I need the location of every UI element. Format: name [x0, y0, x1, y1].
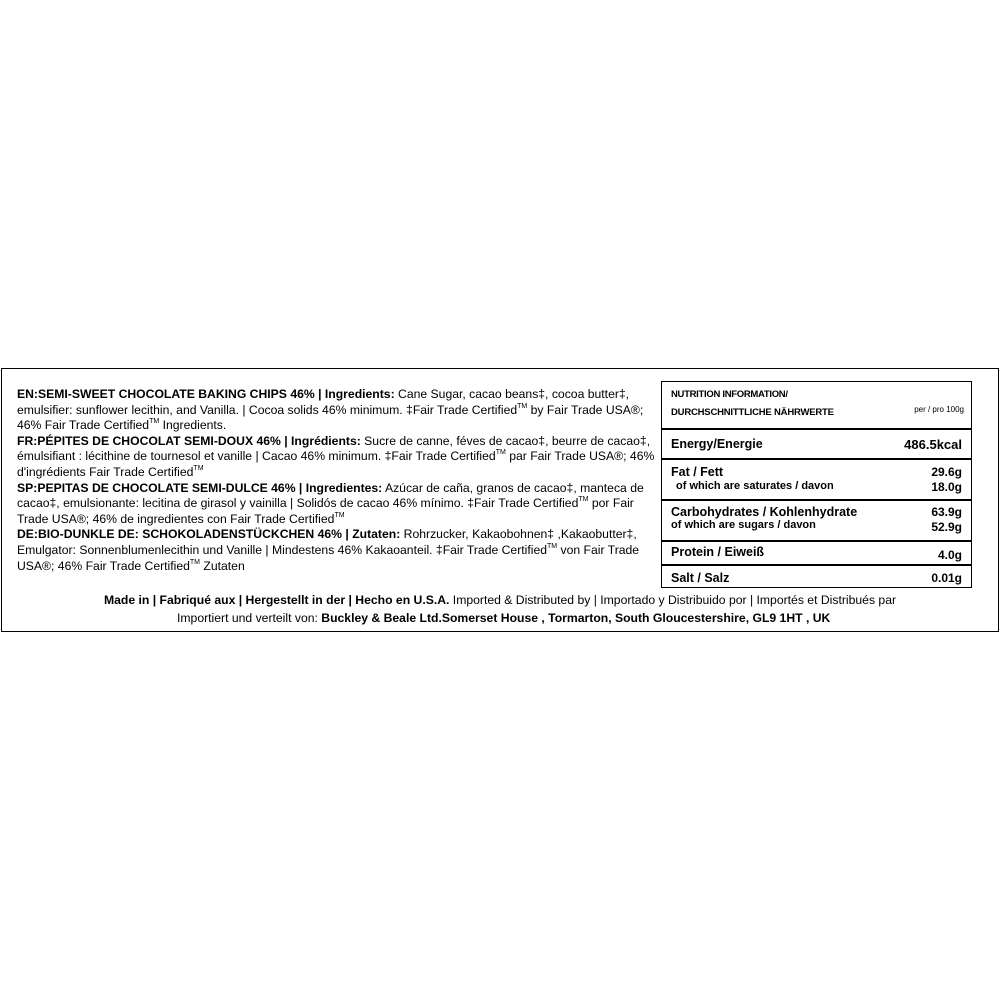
footer-line-1 — [2, 591, 998, 609]
carbohydrates-value: 63.9g — [931, 505, 962, 519]
nutrition-header — [662, 382, 971, 430]
energy-value: 486.5kcal — [904, 437, 962, 452]
salt-row — [662, 566, 971, 587]
ingredients-en: EN:SEMI-SWEET CHOCOLATE BAKING CHIPS 46% | Ingredients: Cane Sugar, cacao beans‡, cocoa butter‡, emulsifier: sunflower lecithin, and Vanilla. | Cocoa solids 46% minimum. ‡Fair Trade Certified™ by Fair Trade USA®; 46% Fair Trade Certified™ Ingredients. — [17, 387, 644, 433]
ingredients-fr: FR:PÉPITES DE CHOCOLAT SEMI-DOUX 46% | Ingrédients: Sucre de canne, féves de cacao‡, beurre de cacao‡, émulsifiant : lécithine de tournesol et vanille | Cacao 46% minimum. ‡Fair Trade Certified™ par Fair Trade USA®; 46% d'ingrédients Fair Trade Certified™ — [17, 433, 655, 479]
fat-row — [662, 460, 971, 501]
ingredients-de: DE:BIO-DUNKLE DE: SCHOKOLADENSTÜCKCHEN 46% | Zutaten: Rohrzucker, Kakaobohnen‡ ,Kakaobutter‡, Emulgator: Sonnenblumenlecithin und Vanille | Mindestens 46% Kakaoanteil. ‡Fair Trade Certified™ von Fair Trade USA®; 46% Fair Trade Certified™ Zutaten — [17, 527, 640, 573]
made-in-text: Made in | Fabriqué aux | Hergestellt in der | Hecho en U.S.A. — [103, 593, 450, 607]
product-label — [1, 368, 999, 632]
saturates-label: of which are saturates / davon — [676, 480, 834, 492]
carbohydrates-label: Carbohydrates / Kohlenhydrate — [671, 505, 858, 519]
company-address: Buckley & Beale Ltd.Somerset House , Tormarton, South Gloucestershire, GL9 1HT , UK — [321, 611, 831, 625]
salt-label: Salt / Salz — [671, 571, 730, 585]
energy-row — [662, 430, 971, 460]
per-100g: per / pro 100g — [914, 405, 964, 414]
sugars-label: of which are sugars / davon — [671, 519, 816, 531]
footer-line-2 — [2, 609, 998, 627]
fat-value: 29.6g — [931, 465, 962, 479]
nutrition-title: NUTRITION INFORMATION/ — [671, 389, 788, 400]
protein-value: 4.0g — [937, 548, 962, 562]
sugars-value: 52.9g — [931, 520, 962, 534]
imported-text: Imported & Distributed by | Importado y Distribuido por | Importés et Distribués par — [449, 593, 897, 607]
importiert-text: Importiert und verteilt von: — [177, 611, 322, 625]
nutrition-table — [661, 381, 972, 588]
fat-label: Fat / Fett — [671, 465, 724, 479]
energy-label: Energy/Energie — [671, 437, 763, 451]
protein-row — [662, 542, 971, 566]
distribution-footer — [2, 591, 998, 627]
protein-label: Protein / Eiweiß — [671, 545, 765, 559]
carbohydrates-row — [662, 501, 971, 542]
ingredients-sp: SP:PEPITAS DE CHOCOLATE SEMI-DULCE 46% | Ingredientes: Azúcar de caña, granos de cacao‡, manteca de cacao‡, emulsionante: lecitina de girasol y vainilla | Solidós de cacao 46% mínimo. ‡Fair Trade Certified™ por Fair Trade USA®; 46% de ingredientes con Fair Trade Certified™ — [17, 480, 644, 526]
ingredients-block — [17, 387, 657, 574]
nutrition-subtitle: DURCHSCHNITTLICHE NÄHRWERTE — [671, 407, 834, 418]
salt-value: 0.01g — [931, 571, 962, 585]
saturates-value: 18.0g — [931, 480, 962, 494]
